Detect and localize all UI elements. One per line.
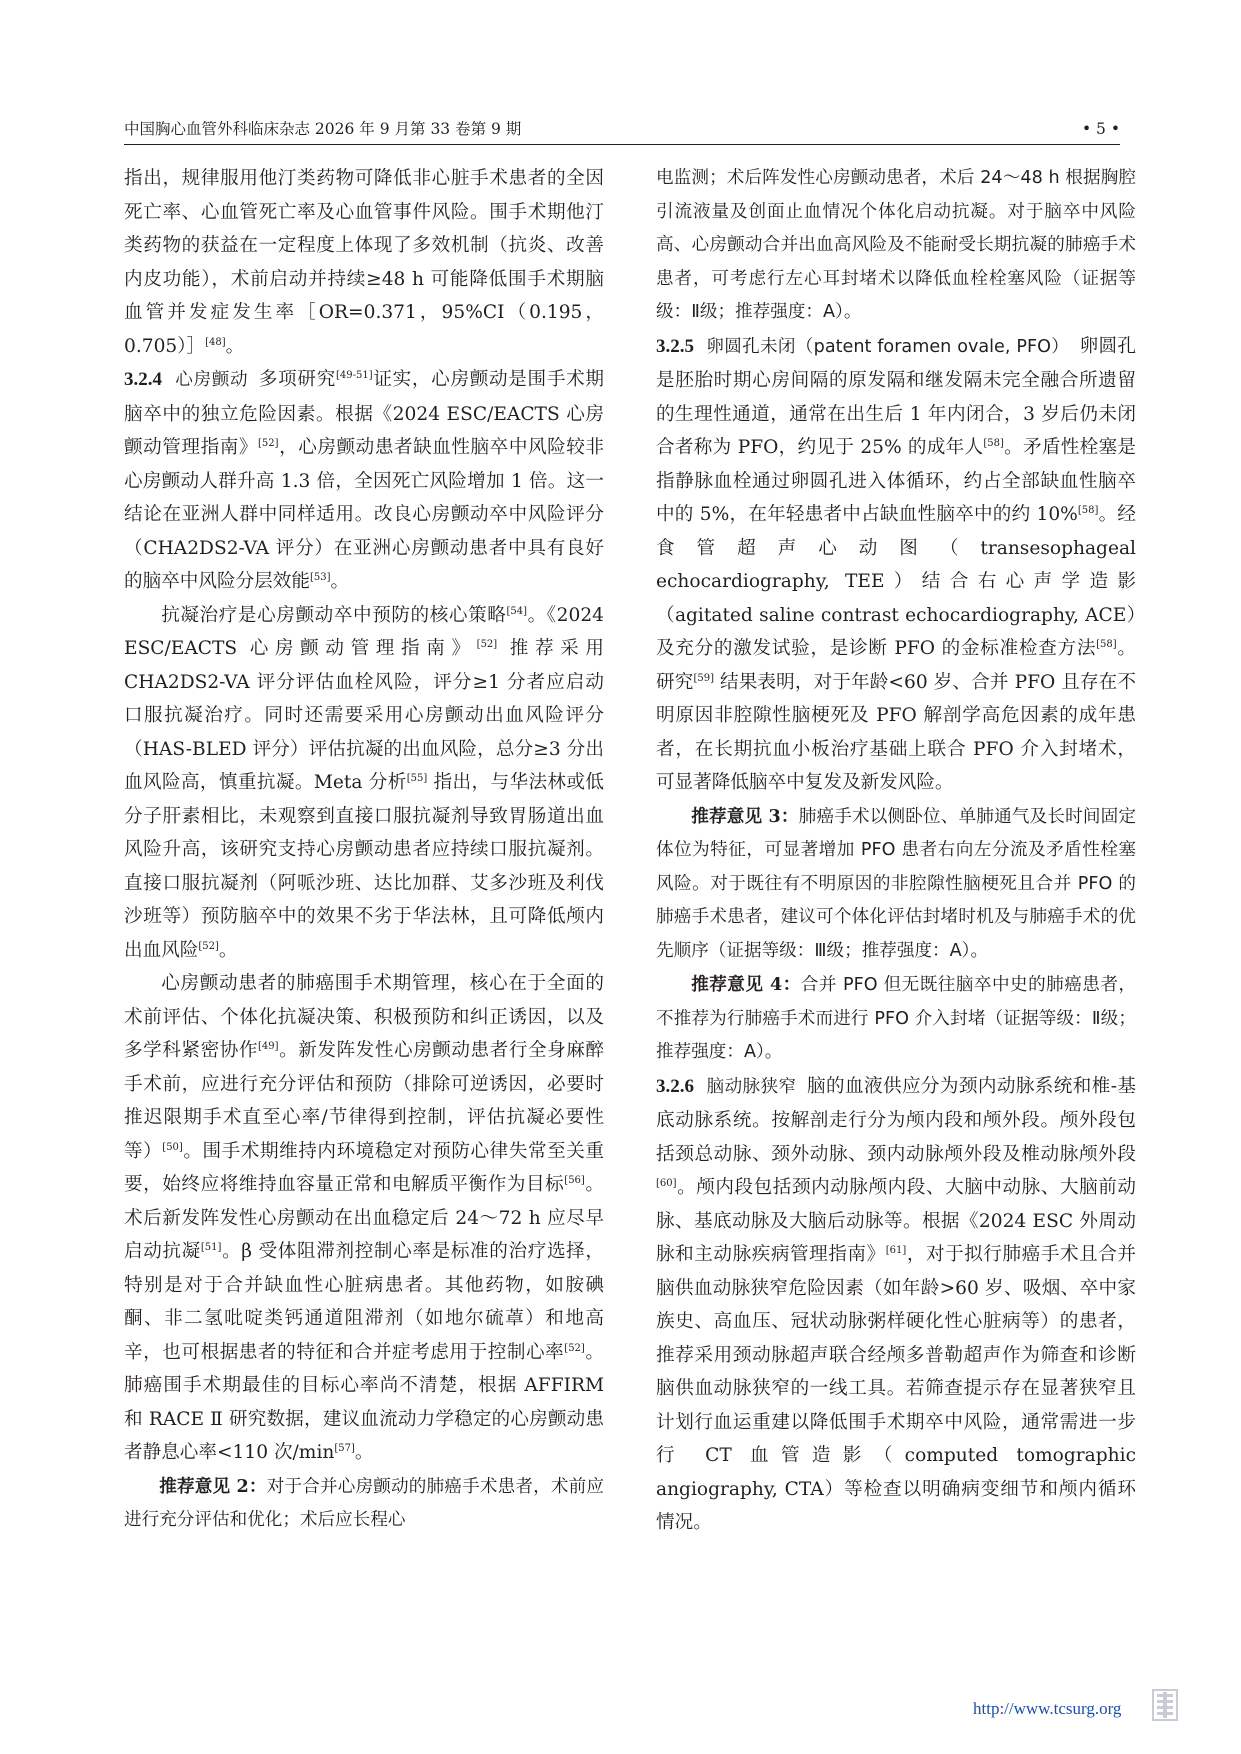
- right-column: [656, 162, 1136, 1540]
- running-header: [124, 112, 1120, 145]
- left-column: [124, 162, 604, 1538]
- section-number: 3.2.4: [124, 369, 162, 390]
- citation[interactable]: [58]: [1096, 638, 1117, 650]
- citation[interactable]: [53]: [309, 571, 331, 583]
- recommendation-label: 推荐意见 3：: [691, 805, 799, 827]
- citation[interactable]: [57]: [334, 1442, 355, 1454]
- recommendation-3: 推荐意见 3：肺癌手术以侧卧位、单肺通气及长时间固定体位为特征，可显著增加 PFO 患者右向左分流及矛盾性栓塞风险。对于既往有不明原因的非腔隙性脑梗死且合并 PFO 的肺癌手术患者，建议可个体化评估封堵时机及与肺癌手术的优先顺序（证据等级：Ⅲ级；推荐强度：A）。: [656, 805, 1136, 961]
- section-title: 脑动脉狭窄: [706, 1076, 797, 1097]
- citation[interactable]: [51]: [200, 1241, 222, 1253]
- citation[interactable]: [55]: [406, 772, 428, 784]
- citation[interactable]: [61]: [885, 1244, 907, 1256]
- section-3-2-4: 3.2.4 心房颤动 多项研究[49-51]证实，心房颤动是围手术期脑卒中的独立危险因素。根据《2024 ESC/EACTS 心房颤动管理指南》[52]，心房颤动患者缺血性脑卒中风险较非心房颤动人群升高 1.3 倍，全因死亡风险增加 1 倍。这一结论在亚洲人群中同样适用。改良心房颤动卒中风险评分（CHA2DS2-VA 评分）在亚洲心房颤动患者中具有良好的脑卒中风险分层效能[53]。: [124, 369, 604, 592]
- citation[interactable]: [52]: [564, 1342, 585, 1354]
- recommendation-2-continued: 电监测；术后阵发性心房颤动患者，术后 24～48 h 根据胸腔引流液量及创面止血情况个体化启动抗凝。对于脑卒中风险高、心房颤动合并出血高风险及不能耐受长期抗凝的肺癌手术患者，可考虑行左心耳封堵术以降低血栓栓塞风险（证据等级：Ⅱ级；推荐强度：A）。: [656, 168, 1136, 322]
- recommendation-label: 推荐意见 2：: [159, 1475, 267, 1497]
- page-number: • 5 •: [1081, 120, 1120, 138]
- section-title: 卵圆孔未闭（patent foramen ovale, PFO）: [706, 336, 1070, 357]
- citation[interactable]: [52]: [258, 437, 279, 449]
- recommendation-2: 推荐意见 2：对于合并心房颤动的肺癌手术患者，术前应进行充分评估和优化；术后应长程心: [124, 1475, 604, 1530]
- section-number: 3.2.6: [656, 1075, 694, 1097]
- citation[interactable]: [52]: [476, 638, 498, 650]
- paragraph-anticoagulation: 抗凝治疗是心房颤动卒中预防的核心策略[54]。《2024 ESC/EACTS 心房颤动管理指南》[52] 推荐采用 CHA2DS2-VA 评分评估血栓风险，评分≥1 分者应启动口服抗凝治疗。同时还需要采用心房颤动出血风险评分（HAS-BLED 评分）评估抗凝的出血风险，总分≥3 分出血风险高，慎重抗凝。Meta 分析[55] 指出，与华法林或低分子肝素相比，未观察到直接口服抗凝剂导致胃肠道出血风险升高，该研究支持心房颤动患者应持续口服抗凝剂。直接口服抗凝剂（阿哌沙班、达比加群、艾多沙班及利伐沙班等）预防脑卒中的效果不劣于华法林，且可降低颅内出血风险[52]。: [124, 604, 604, 961]
- recommendation-4: 推荐意见 4：合并 PFO 但无既往脑卒中史的肺癌患者，不推荐为行肺癌手术而进行 PFO 介入封堵（证据等级：Ⅱ级；推荐强度：A）。: [656, 974, 1136, 1062]
- journal-logo-icon: [1150, 1688, 1180, 1722]
- section-3-2-6: 3.2.6 脑动脉狭窄 脑的血液供应分为颈内动脉系统和椎-基底动脉系统。按解剖走行分为颅内段和颅外段。颅外段包括颈总动脉、颈外动脉、颈内动脉颅外段及椎动脉颅外段[60]。颅内段包括颈内动脉颅内段、大脑中动脉、大脑前动脉、基底动脉及大脑后动脉等。根据《2024 ESC 外周动脉和主动脉疾病管理指南》[61]，对于拟行肺癌手术且合并脑供血动脉狭窄危险因素（如年龄>60 岁、吸烟、卒中家族史、高血压、冠状动脉粥样硬化性心脏病等）的患者，推荐采用颈动脉超声联合经颅多普勒超声作为筛查和诊断脑供血动脉狭窄的一线工具。若筛查提示存在显著狭窄且计划行血运重建以降低围手术期卒中风险，通常需进一步行 CT 血管造影（computed tomographic angiography, CTA）等检查以明确病变细节和颅内循环情况。: [656, 1075, 1136, 1533]
- citation[interactable]: [60]: [656, 1177, 677, 1189]
- citation[interactable]: [48]: [205, 336, 226, 348]
- citation[interactable]: [58]: [983, 437, 1004, 449]
- citation[interactable]: [54]: [506, 605, 528, 617]
- journal-website-link[interactable]: http://www.tcsurg.org: [973, 1699, 1122, 1718]
- section-title: 心房颤动: [175, 370, 249, 390]
- citation[interactable]: [49-51]: [336, 369, 373, 381]
- section-number: 3.2.5: [656, 335, 694, 357]
- citation[interactable]: [49]: [258, 1040, 279, 1052]
- citation[interactable]: [58]: [1077, 504, 1099, 516]
- citation[interactable]: [59]: [693, 672, 714, 684]
- recommendation-label: 推荐意见 4：: [691, 974, 801, 995]
- citation[interactable]: [52]: [198, 940, 219, 952]
- paragraph-perioperative-management: 心房颤动患者的肺癌围手术期管理，核心在于全面的术前评估、个体化抗凝决策、积极预防和纠正诱因，以及多学科紧密协作[49]。新发阵发性心房颤动患者行全身麻醉手术前，应进行充分评估和预防（排除可逆诱因，必要时推迟限期手术直至心率/节律得到控制，评估抗凝必要性等）[50]。围手术期维持内环境稳定对预防心律失常至关重要，始终应将维持血容量正常和电解质平衡作为目标[56]。术后新发阵发性心房颤动在出血稳定后 24～72 h 应尽早启动抗凝[51]。β 受体阻滞剂控制心率是标准的治疗选择，特别是对于合并缺血性心脏病患者。其他药物，如胺碘酮、非二氢吡啶类钙通道阻滞剂（如地尔硫䓬）和地高辛，也可根据患者的特征和合并症考虑用于控制心率[52]。肺癌围手术期最佳的目标心率尚不清楚，根据 AFFIRM 和 RACE Ⅱ 研究数据，建议血流动力学稳定的心房颤动患者静息心率<110 次/min[57]。: [124, 973, 604, 1463]
- section-3-2-5: 3.2.5 卵圆孔未闭（patent foramen ovale, PFO） 卵圆孔是胚胎时期心房间隔的原发隔和继发隔未完全融合所遗留的生理性通道，通常在出生后 1 年内闭合，3 岁后仍未闭合者称为 PFO，约见于 25% 的成年人[58]。矛盾性栓塞是指静脉血栓通过卵圆孔进入体循环，约占全部缺血性脑卒中的 5%，在年轻患者中占缺血性脑卒中的约 10%[58]。经食管超声心动图（transesophageal echocardiography, TEE）结合右心声学造影（agitated saline contrast echocardiography, ACE）及充分的激发试验，是诊断 PFO 的金标准检查方法[58]。研究[59] 结果表明，对于年龄<60 岁、合并 PFO 且存在不明原因非腔隙性脑梗死及 PFO 解剖学高危因素的成年患者，在长期抗血小板治疗基础上联合 PFO 介入封堵术，可显著降低脑卒中复发及新发风险。: [656, 335, 1136, 793]
- citation[interactable]: [56]: [564, 1174, 585, 1186]
- paragraph-statins: 指出，规律服用他汀类药物可降低非心脏手术患者的全因死亡率、心血管死亡率及心血管事件风险。围手术期他汀类药物的获益在一定程度上体现了多效机制（抗炎、改善内皮功能），术前启动并持续≥48 h 可能降低围手术期脑血管并发症发生率［OR=0.371，95%CI（0.195，0.705）］[48]。: [124, 168, 604, 357]
- citation[interactable]: [50]: [162, 1141, 183, 1153]
- journal-title: 中国胸心血管外科临床杂志 2026 年 9 月第 33 卷第 9 期: [124, 120, 522, 138]
